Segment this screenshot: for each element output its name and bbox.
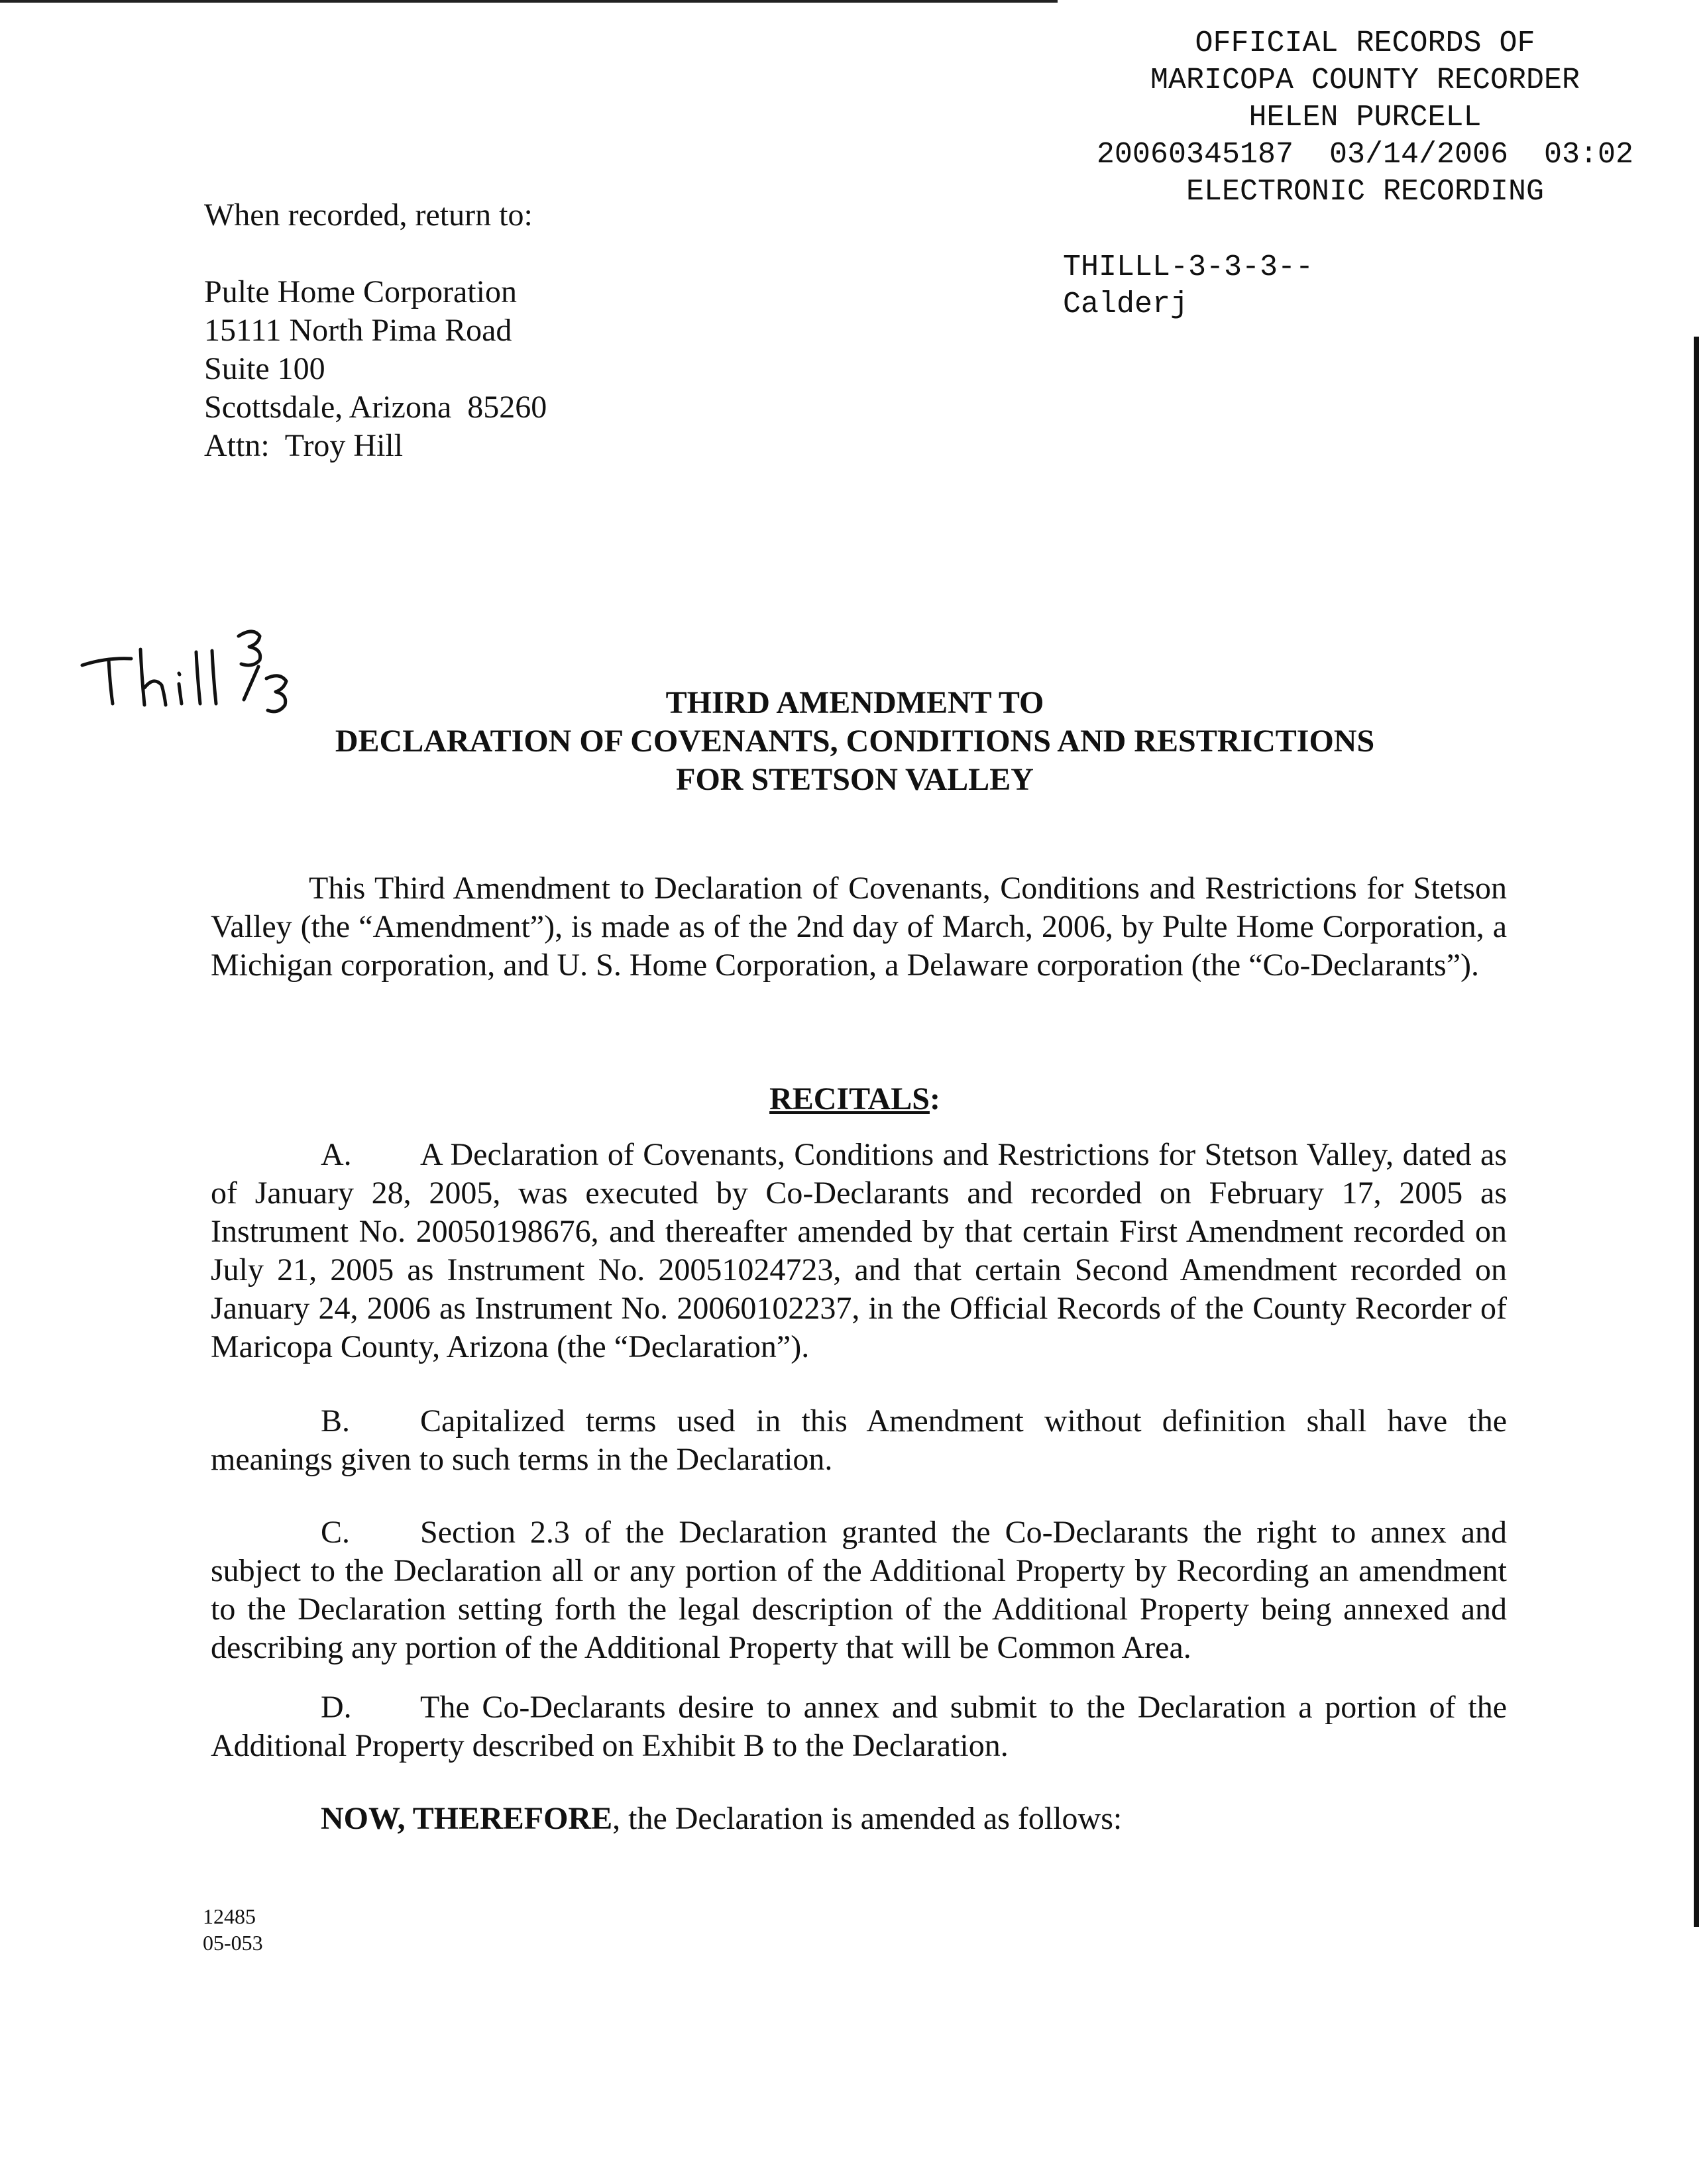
recital-c: [211, 1513, 1507, 1667]
recital-label: A.: [321, 1137, 352, 1172]
footer-line: 05-053: [203, 1931, 263, 1955]
now-therefore-line: [321, 1800, 1122, 1838]
title-line: DECLARATION OF COVENANTS, CONDITIONS AND RESTRICTIONS: [335, 724, 1375, 759]
address-line: Suite 100: [204, 351, 325, 386]
footer-codes: [203, 1903, 263, 1956]
recitals-heading-text: RECITALS: [769, 1081, 930, 1117]
stamp-line: OFFICIAL RECORDS OF: [1195, 27, 1535, 60]
recital-b: [211, 1402, 1507, 1479]
recording-code: [1063, 249, 1313, 323]
title-line: FOR STETSON VALLEY: [676, 762, 1034, 797]
right-scan-edge: [1694, 337, 1699, 1927]
stamp-line: HELEN PURCELL: [1248, 101, 1482, 135]
code-line: THILLL-3-3-3--: [1063, 250, 1314, 284]
recital-label: B.: [321, 1403, 351, 1439]
return-address: [204, 273, 547, 465]
intro-paragraph: This Third Amendment to Declaration of Covenants, Conditions and Restrictions for Stetson Valley (the “Amendment”), is made as of the 2nd day of March, 2006, by Pulte Home Corporation, a Michigan corporation, and U. S. Home Corporation, a Delaware corporation (the “Co-Declarants”).: [211, 871, 1507, 983]
now-therefore-bold: NOW, THEREFORE: [321, 1801, 613, 1836]
recital-text: Capitalized terms used in this Amendment without definition shall have the meanings given to such terms in the Declaration.: [211, 1403, 1507, 1477]
recital-text: A Declaration of Covenants, Conditions and Restrictions for Stetson Valley, dated as of January 28, 2005, was executed by Co-Declarants and recorded on February 17, 2005 as Instrument No. 20050198676, and thereafter amended by that certain First Amendment recorded on July 21, 2005 as Instrument No. 20051024723, and that certain Second Amendment recorded on January 24, 2006 as Instrument No. 20060102237, in the Official Records of the County Recorder of Maricopa County, Arizona (the “Declaration”).: [211, 1137, 1507, 1364]
address-line: Scottsdale, Arizona 85260: [204, 390, 547, 425]
footer-line: 12485: [203, 1904, 256, 1928]
stamp-line: 20060345187 03/14/2006 03:02: [1096, 138, 1634, 172]
return-label: When recorded, return to:: [204, 197, 533, 233]
address-line: 15111 North Pima Road: [204, 313, 512, 348]
address-line: Attn: Troy Hill: [204, 428, 404, 463]
recitals-heading: [199, 1080, 1511, 1119]
recital-label: C.: [321, 1515, 351, 1550]
stamp-line: MARICOPA COUNTY RECORDER: [1150, 64, 1580, 97]
now-therefore-rest: , the Declaration is amended as follows:: [612, 1801, 1123, 1836]
stamp-line: ELECTRONIC RECORDING: [1185, 175, 1545, 209]
recital-a: [211, 1136, 1507, 1366]
code-line: Calderj: [1063, 288, 1189, 321]
recital-text: The Co-Declarants desire to annex and submit to the Declaration a portion of the Additional Property described on Exhibit B to the Declaration.: [211, 1690, 1507, 1763]
recital-text: Section 2.3 of the Declaration granted the Co-Declarants the right to annex and subject to the Declaration all or any portion of the Additional Property by Recording an amendment to the Declaration setting forth the legal description of the Additional Property being annexed and describing any portion of the Additional Property that will be Common Area.: [211, 1515, 1507, 1665]
top-scan-rule: [0, 0, 1058, 3]
title-line: THIRD AMENDMENT TO: [665, 685, 1044, 720]
recital-label: D.: [321, 1690, 352, 1725]
recording-stamp: [1054, 25, 1677, 211]
recitals-heading-colon: :: [929, 1081, 940, 1117]
address-line: Pulte Home Corporation: [204, 274, 517, 309]
recital-d: [211, 1688, 1507, 1765]
document-title: [199, 684, 1511, 799]
